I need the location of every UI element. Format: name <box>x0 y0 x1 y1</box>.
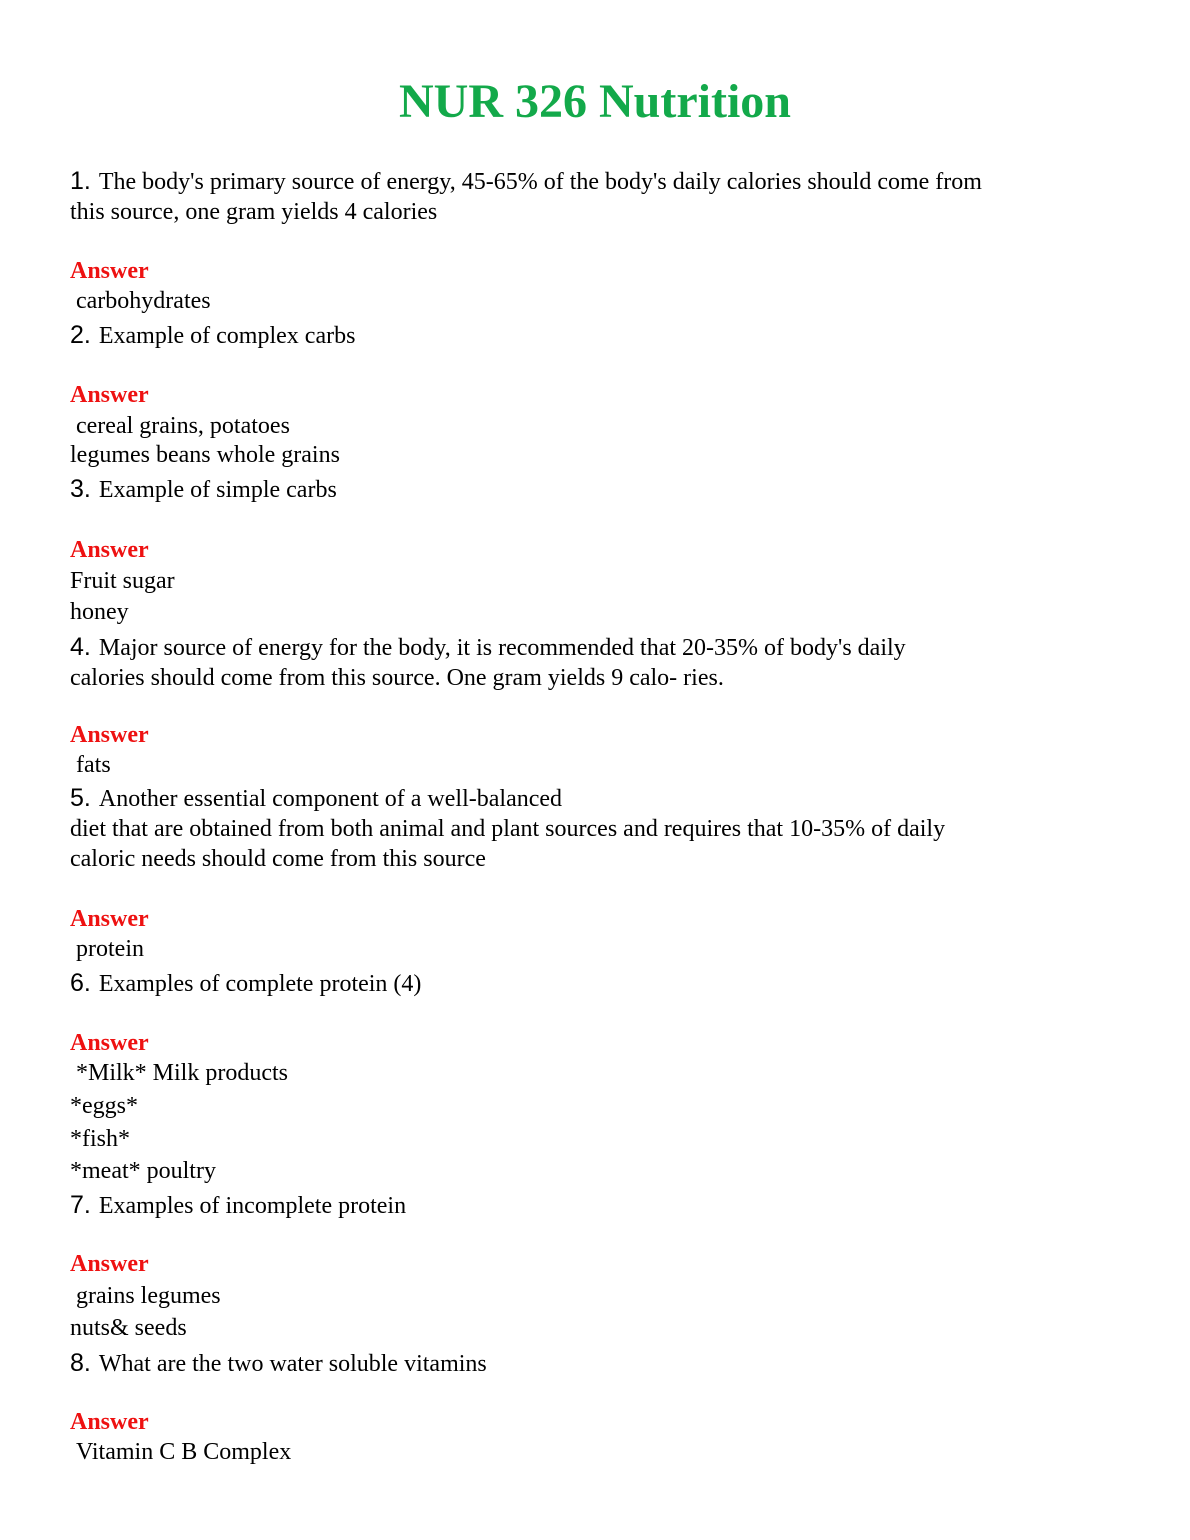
answer-text: Vitamin C B Complex <box>76 1439 292 1465</box>
question-number: 7. <box>70 1191 91 1219</box>
question-2 <box>70 320 1120 351</box>
answer-text: *Milk* Milk products <box>76 1060 289 1086</box>
question-number: 8. <box>70 1349 91 1377</box>
page-title: NUR 326 Nutrition <box>399 75 791 128</box>
question-text: this source, one gram yields 4 calories <box>70 199 438 225</box>
question-text: The body's primary source of energy, 45-65% of the body's daily calories should come from <box>98 169 982 195</box>
answer-text: grains legumes <box>76 1283 221 1309</box>
question-8 <box>70 1348 1120 1379</box>
question-number: 4. <box>70 633 91 661</box>
answer-label: Answer <box>70 382 149 408</box>
answer-label: Answer <box>70 537 149 563</box>
question-text: Example of complex carbs <box>98 323 356 349</box>
question-number: 6. <box>70 969 91 997</box>
question-number: 1. <box>70 167 91 195</box>
answer-label: Answer <box>70 722 149 748</box>
question-7 <box>70 1190 1120 1221</box>
question-4 <box>70 632 1120 693</box>
question-text: diet that are obtained from both animal and plant sources and requires that 10-35% of daily <box>70 816 946 842</box>
question-number: 2. <box>70 321 91 349</box>
question-text: Another essential component of a well-balanced <box>98 786 563 812</box>
question-text: What are the two water soluble vitamins <box>98 1351 487 1377</box>
question-3 <box>70 474 1120 505</box>
question-text: Examples of incomplete protein <box>98 1193 407 1219</box>
answer-text: legumes beans whole grains <box>70 442 340 468</box>
answer-text: nuts& seeds <box>70 1315 187 1341</box>
answer-text: *meat* poultry <box>70 1158 216 1184</box>
question-text: Example of simple carbs <box>98 477 337 503</box>
answer-text: carbohydrates <box>76 288 211 314</box>
question-text: caloric needs should come from this source <box>70 846 486 872</box>
answer-label: Answer <box>70 1251 149 1277</box>
answer-text: *fish* <box>70 1126 130 1152</box>
answer-label: Answer <box>70 1030 149 1056</box>
answer-text: protein <box>76 936 144 962</box>
answer-label: Answer <box>70 1409 149 1435</box>
question-number: 3. <box>70 475 91 503</box>
question-text: Examples of complete protein (4) <box>98 971 422 997</box>
question-1 <box>70 166 1120 227</box>
question-number: 5. <box>70 784 91 812</box>
question-text: calories should come from this source. One gram yields 9 calo- ries. <box>70 665 724 691</box>
answer-label: Answer <box>70 258 149 284</box>
answer-text: cereal grains, potatoes <box>76 413 290 439</box>
answer-text: *eggs* <box>70 1093 138 1119</box>
question-5 <box>70 783 1120 874</box>
answer-text: fats <box>76 752 111 778</box>
answer-label: Answer <box>70 906 149 932</box>
answer-text: Fruit sugar <box>70 568 175 594</box>
answer-text: honey <box>70 599 129 625</box>
question-text: Major source of energy for the body, it is recommended that 20-35% of body's daily <box>98 635 906 661</box>
question-6 <box>70 968 1120 999</box>
